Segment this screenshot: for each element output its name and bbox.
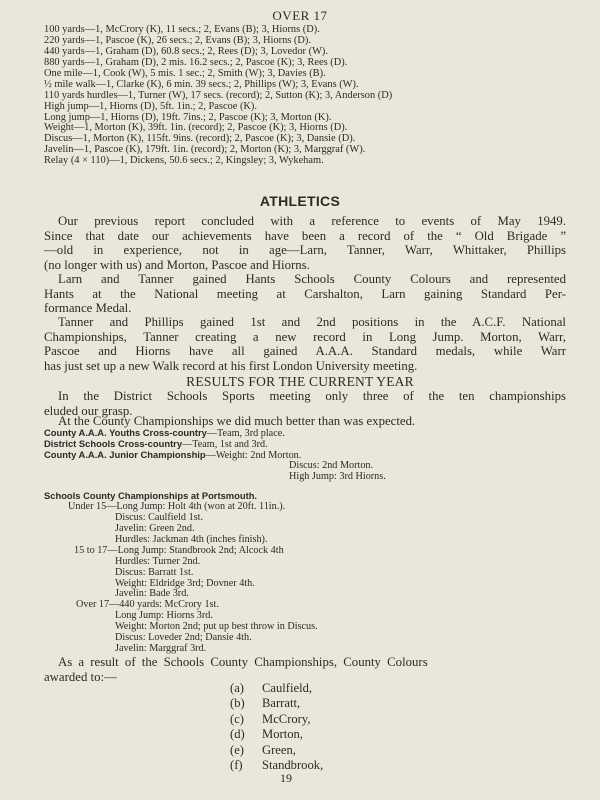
- text-line: (no longer with us) and Morton, Pascoe and Hiorns.: [44, 257, 310, 272]
- result-line: 440 yards—1, Graham (D), 60.8 secs.; 2, Rees (D); 3, Lovedor (W).: [44, 45, 328, 57]
- county-row: Javelin: Green 2nd.: [115, 522, 195, 534]
- colours-list: [230, 681, 323, 773]
- text-line: eluded our grasp.: [44, 403, 133, 418]
- list-letter: (a): [230, 681, 244, 695]
- list-letter: (f): [230, 757, 243, 772]
- list-name: Standbrook,: [262, 757, 324, 772]
- list-item: [230, 712, 323, 727]
- list-letter: (b): [230, 696, 245, 711]
- county-heading: Schools County Championships at Portsmouth.: [44, 490, 258, 501]
- text-line: awarded to:—: [44, 669, 117, 684]
- result-line: One mile—1, Cook (W), 5 mis. 1 sec.; 2, Smith (W); 3, Davies (B).: [44, 67, 326, 79]
- result-line: Long jump—1, Hiorns (D), 19ft. 7ins.; 2, Pascoe (K); 3, Morton (K).: [44, 111, 332, 123]
- list-letter: (c): [230, 711, 244, 726]
- list-item: [230, 696, 323, 711]
- county-row: Discus: Caulfield 1st.: [115, 511, 204, 523]
- result-line: 110 yards hurdles—1, Turner (W), 17 secs. (record); 2, Sutton (K); 3, Anderson (D): [44, 89, 393, 101]
- athletics-paragraph-1: [44, 214, 566, 272]
- result-line: High jump—1, Hiorns (D), 5ft. 1in.; 2, Pascoe (K).: [44, 100, 257, 112]
- result-line: Weight—1, Morton (K), 39ft. 1in. (record); 2, Pascoe (K); 3, Hiorns (D).: [44, 122, 348, 134]
- county-row: Discus: Loveder 2nd; Dansie 4th.: [115, 632, 252, 644]
- championship-results: [44, 428, 584, 483]
- text-line: formance Medal.: [44, 301, 132, 316]
- text-line: At the County Championships we did much better than was expected.: [58, 414, 416, 428]
- championship-text: —Weight: 2nd Morton.: [205, 449, 302, 461]
- county-row: Over 17—440 yards: McCrory 1st.: [76, 599, 219, 611]
- athletics-heading: ATHLETICS: [259, 193, 341, 209]
- list-letter: (e): [230, 742, 244, 757]
- list-letter: (d): [230, 727, 245, 742]
- championship-label: County A.A.A. Junior Championship: [44, 448, 206, 460]
- championship-text: —Team, 3rd place.: [206, 428, 285, 439]
- text-line: Larn and Tanner gained Hants Schools County Colours and represented: [58, 272, 566, 286]
- page-number: 19: [280, 771, 292, 785]
- county-row: Javelin: Marggraf 3rd.: [115, 643, 207, 655]
- over-17-results: [44, 25, 564, 167]
- championship-text: —Team, 1st and 3rd.: [182, 438, 268, 450]
- championship-label: District Schools Cross-country: [44, 437, 183, 449]
- current-year-heading: RESULTS FOR THE CURRENT YEAR: [186, 374, 414, 389]
- county-row: Long Jump: Hiorns 3rd.: [115, 610, 213, 622]
- list-name: Caulfield,: [262, 681, 313, 695]
- result-line: Relay (4 × 110)—1, Dickens, 50.6 secs.; 2, Kingsley; 3, Wykeham.: [44, 155, 324, 167]
- text-line: Since that date our achievements have been a record of the “ Old Brigade ”: [44, 228, 566, 243]
- list-item: [230, 727, 323, 742]
- result-line: Discus—1, Morton (K), 115ft. 9ins. (record); 2, Pascoe (K); 3, Dansie (D).: [44, 133, 356, 145]
- athletics-paragraph-3: [44, 315, 566, 373]
- list-name: McCrory,: [262, 711, 311, 726]
- text-line: Hants at the National meeting at Carshalton, Larn gaining Standard Per-: [44, 286, 566, 301]
- championship-row: High Jump: 3rd Hiorns.: [289, 470, 386, 482]
- county-championships: [44, 491, 584, 655]
- county-row: Hurdles: Jackman 4th (inches finish).: [115, 533, 268, 545]
- county-row: Javelin: Bade 3rd.: [115, 588, 189, 600]
- championship-label: County A.A.A. Youths Cross-country: [44, 427, 207, 438]
- list-name: Barratt,: [262, 696, 301, 711]
- colours-intro: [44, 655, 566, 684]
- county-row: Weight: Morton 2nd; put up best throw in Discus.: [115, 621, 318, 633]
- result-line: 220 yards—1, Pascoe (K), 26 secs.; 2, Evans (B); 3, Hiorns (D).: [44, 34, 311, 46]
- text-line: In the District Schools Sports meeting only three of the ten championships: [58, 389, 566, 403]
- list-item: [230, 681, 323, 696]
- county-row: Under 15—Long Jump: Holt 4th (won at 20ft. 11in.).: [68, 500, 286, 512]
- athletics-paragraph-2: [44, 272, 566, 316]
- text-line: As a result of the Schools County Championships, County Colours: [58, 655, 428, 669]
- result-line: Javelin—1, Pascoe (K), 179ft. 1in. (record); 2, Morton (K); 3, Marggraf (W).: [44, 144, 366, 156]
- result-line: ½ mile walk—1, Clarke (K), 6 min. 39 secs.; 2, Phillips (W); 3, Evans (W).: [44, 78, 359, 90]
- county-row: Weight: Eldridge 3rd; Dovner 4th.: [115, 577, 255, 589]
- county-row: Hurdles: Turner 2nd.: [115, 555, 201, 567]
- over-17-title: OVER 17: [272, 8, 328, 23]
- county-row: Discus: Barratt 1st.: [115, 566, 194, 578]
- list-item: [230, 743, 323, 758]
- text-line: Our previous report concluded with a reference to events of May 1949.: [58, 214, 566, 228]
- text-line: Championships, Tanner creating a new record in Long Jump. Morton, Warr,: [44, 329, 566, 344]
- result-line: 100 yards—1, McCrory (K), 11 secs.; 2, Evans (B); 3, Hiorns (D).: [44, 24, 320, 35]
- text-line: Tanner and Phillips gained 1st and 2nd positions in the A.C.F. National: [58, 315, 566, 329]
- text-line: has just set up a new Walk record at his first London University meeting.: [44, 358, 418, 373]
- text-line: —old in experience, not in age—Larn, Tanner, Warr, Whittaker, Phillips: [44, 243, 566, 258]
- list-name: Morton,: [262, 727, 303, 742]
- text-line: Pascoe and Hiorns have all gained A.A.A. Standard medals, while Warr: [44, 344, 566, 359]
- result-line: 880 yards—1, Graham (D), 2 mis. 16.2 secs.; 2, Pascoe (K); 3, Rees (D).: [44, 56, 348, 68]
- championship-row: Discus: 2nd Morton.: [289, 459, 374, 471]
- county-row: 15 to 17—Long Jump: Standbrook 2nd; Alcock 4th: [74, 544, 284, 556]
- list-name: Green,: [262, 742, 296, 757]
